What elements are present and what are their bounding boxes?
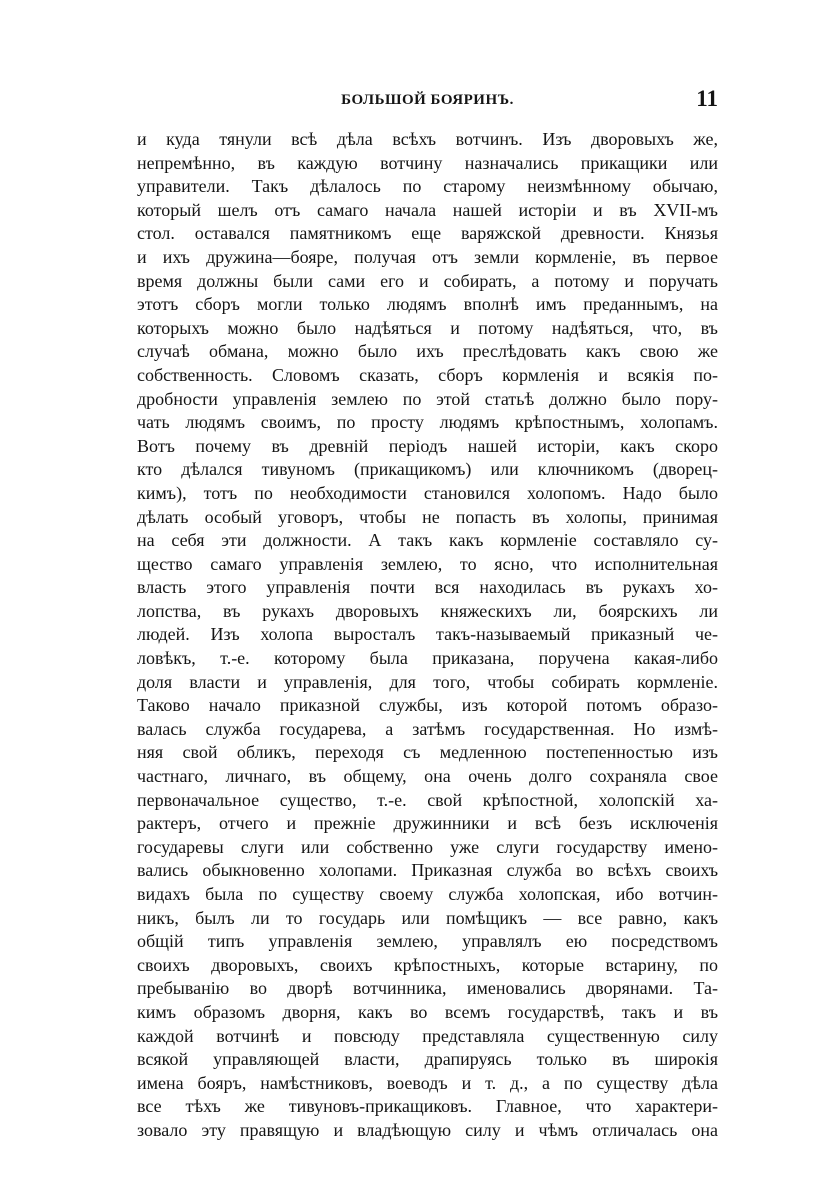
text-line: частнаго, личнаго, въ общему, она очень долго сохраняла свое xyxy=(137,766,718,787)
body-text xyxy=(137,128,718,1143)
running-head xyxy=(137,86,718,116)
page-number: 11 xyxy=(696,86,718,111)
text-line: щество самаго управленія землею, то ясно, что исполнительная xyxy=(137,553,718,574)
text-line: дѣлать особый уговоръ, чтобы не попасть въ холопы, принимая xyxy=(137,506,718,527)
text-line: Таково начало приказной службы, изъ которой потомъ образо- xyxy=(137,695,718,716)
text-line: непремѣнно, въ каждую вотчину назначались прикащики или xyxy=(137,152,718,173)
text-line: видахъ была по существу своему служба холопская, ибо вотчин- xyxy=(137,884,718,904)
text-line: своихъ дворовыхъ, своихъ крѣпостныхъ, которые встарину, по xyxy=(137,954,718,975)
text-line: всякой управляющей власти, драпируясь только въ широкія xyxy=(137,1049,718,1070)
text-line: кимъ образомъ дворня, какъ во всемъ государствѣ, такъ и въ xyxy=(137,1001,718,1022)
text-line: людей. Изъ холопа выросталъ такъ-называемый приказный че- xyxy=(137,624,718,645)
text-line: который шелъ отъ самаго начала нашей исторіи и въ XVII-мъ xyxy=(137,199,718,220)
text-line: и ихъ дружина—бояре, получая отъ земли кормленіе, въ первое xyxy=(137,246,718,267)
text-line: общій типъ управленія землею, управлялъ ею посредствомъ xyxy=(137,931,718,952)
text-line: рактеръ, отчего и прежніе дружинники и всѣ безъ исключенія xyxy=(137,813,718,834)
text-line: доля власти и управленія, для того, чтобы собирать кормленіе. xyxy=(137,671,718,692)
text-line: имена бояръ, намѣстниковъ, воеводъ и т. д., а по существу дѣла xyxy=(137,1072,718,1093)
text-line: время должны были сами его и собирать, а потому и поручать xyxy=(137,270,718,291)
text-line: власть этого управленія почти вся находилась въ рукахъ хо- xyxy=(137,577,718,598)
text-line: стол. оставался памятникомъ еще варяжской древности. Князья xyxy=(137,223,718,244)
text-line: которыхъ можно было надѣяться и потому надѣяться, что, въ xyxy=(137,317,718,338)
text-line: вались обыкновенно холопами. Приказная служба во всѣхъ своихъ xyxy=(137,860,718,881)
text-line: собственность. Словомъ сказать, сборъ кормленія и всякія по- xyxy=(137,364,718,385)
text-line: первоначальное существо, т.-е. свой крѣпостной, холопскій ха- xyxy=(137,789,718,810)
text-line: дробности управленія землею по этой статьѣ должно было пору- xyxy=(137,388,718,409)
text-line: на себя эти должности. А такъ какъ кормленіе составляло су- xyxy=(137,530,718,551)
text-line: ловѣкъ, т.-е. которому была приказана, поручена какая-либо xyxy=(137,648,718,669)
text-line: пребыванію во дворѣ вотчинника, именовались дворянами. Та- xyxy=(137,978,718,999)
text-line: управители. Такъ дѣлалось по старому неизмѣнному обычаю, xyxy=(137,176,718,197)
text-line: государевы слуги или собственно уже слуги государству имено- xyxy=(137,836,718,857)
running-title: БОЛЬШОЙ БОЯРИНЪ. xyxy=(341,92,514,108)
text-line: этотъ сборъ могли только людямъ вполнѣ имъ преданнымъ, на xyxy=(137,294,718,315)
text-line: лопства, въ рукахъ дворовыхъ княжескихъ ли, боярскихъ ли xyxy=(137,600,718,621)
text-line: каждой вотчинѣ и повсюду представляла существенную силу xyxy=(137,1025,718,1046)
text-line: все тѣхъ же тивуновъ-прикащиковъ. Главное, что характери- xyxy=(137,1096,718,1117)
text-line: чать людямъ своимъ, по просту людямъ крѣпостнымъ, холопамъ. xyxy=(137,412,718,433)
text-line: Вотъ почему въ древній періодъ нашей исторіи, какъ скоро xyxy=(137,435,718,456)
text-line: случаѣ обмана, можно было ихъ преслѣдовать какъ свою же xyxy=(137,341,718,362)
text-line: кимъ), тотъ по необходимости становился холопомъ. Надо было xyxy=(137,482,718,503)
text-line: и куда тянули всѣ дѣла всѣхъ вотчинъ. Изъ дворовыхъ же, xyxy=(137,129,718,149)
text-line: няя свой обликъ, переходя съ медленною постепенностью изъ xyxy=(137,742,718,763)
text-line: зовало эту правящую и владѣющую силу и чѣмъ отличалась она xyxy=(137,1119,718,1140)
text-line: кто дѣлался тивуномъ (прикащикомъ) или ключникомъ (дворец- xyxy=(137,459,718,480)
text-line: валась служба государева, а затѣмъ государственная. Но измѣ- xyxy=(137,718,718,739)
text-line: никъ, былъ ли то государь или помѣщикъ — все равно, какъ xyxy=(137,907,718,928)
